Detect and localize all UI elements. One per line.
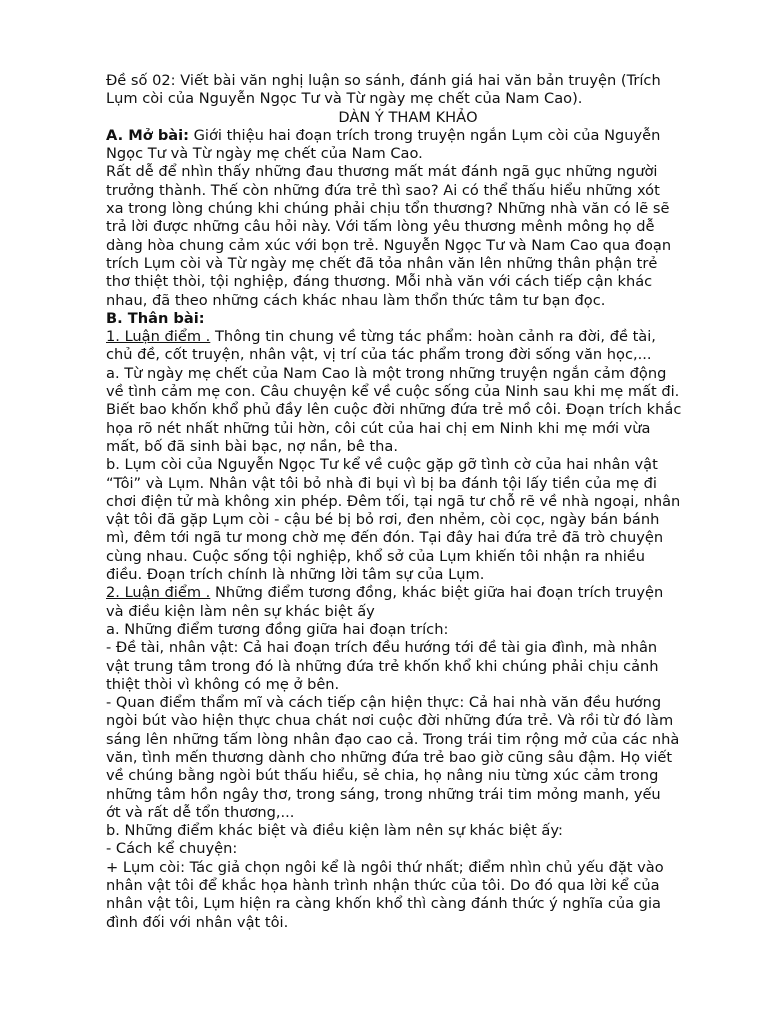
luan-diem-2-label: 2. Luận điểm . [106,584,211,602]
similarity-line-2: - Đề tài, nhân vật: Cả hai đoạn trích đều hướng tới đề tài gia đình, mà nhân [106,639,658,657]
difference-line-4: nhân vật tôi để khắc họa hành trình nhận thức của tôi. Do đó qua lời kể của [106,877,660,895]
similarity-line-1: a. Những điểm tương đồng giữa hai đoạn trích: [106,620,449,638]
title-line-2: Lụm còi của Nguyễn Ngọc Tư và Từ ngày mẹ chết của Nam Cao). [106,90,583,108]
luan-diem-1-line-1 [106,328,710,346]
mo-bai-line-6: trả lời được những câu hỏi này. Với tấm lòng yêu thương mênh mông họ dễ [106,218,655,236]
mo-bai-line-3: Rất dễ để nhìn thấy những đau thương mất mát đánh ngã gục những người [106,163,658,181]
luan-diem-2-text: Những điểm tương đồng, khác biệt giữa hai đoạn trích truyện [210,584,664,602]
mo-bai-line-10: nhau, đã theo những cách khác nhau làm thổn thức tâm tư bạn đọc. [106,291,606,309]
luan-diem-1-text: Thông tin chung về từng tác phẩm: hoàn cảnh ra đời, đề tài, [210,328,656,346]
section-b-line-3: chơi điện tử mà không xin phép. Đêm tối, tại ngã tư chỗ rẽ về nhà ngoại, nhân [106,492,681,510]
title-line-1: Đề số 02: Viết bài văn nghị luận so sánh, đánh giá hai văn bản truyện (Trích [106,72,661,89]
similarity-line-6: ngòi bút vào hiện thực chua chát nơi cuộc đời những đứa trẻ. Và rồi từ đó làm [106,712,674,730]
similarity-line-7: sáng lên những tấm lòng nhân đạo cao cả. Trong trái tim rộng mở của các nhà [106,730,680,748]
mo-bai-line-7: dàng hòa chung cảm xúc với bọn trẻ. Nguyễn Ngọc Tư và Nam Cao qua đoạn [106,236,672,254]
similarity-line-3: vật trung tâm trong đó là những đứa trẻ khốn khổ khi chúng phải chịu cảnh [106,657,659,675]
similarity-line-9: về chúng bằng ngòi bút thấu hiểu, sẻ chia, họ nâng niu từng xúc cảm trong [106,767,659,785]
difference-line-6: đình đối với nhân vật tôi. [106,913,289,931]
mo-bai-line-2: Ngọc Tư và Từ ngày mẹ chết của Nam Cao. [106,145,423,163]
difference-line-1: b. Những điểm khác biệt và điều kiện làm nên sự khác biệt ấy: [106,822,563,840]
section-b-line-1: b. Lụm còi của Nguyễn Ngọc Tư kể về cuộc gặp gỡ tình cờ của hai nhân vật [106,456,658,474]
difference-line-5: nhân vật tôi, Lụm hiện ra càng khốn khổ thì càng đánh thức ý nghĩa của gia [106,895,661,913]
than-bai-heading: B. Thân bài: [106,309,205,327]
section-a-line-1: a. Từ ngày mẹ chết của Nam Cao là một trong những truyện ngắn cảm động [106,364,667,382]
difference-line-3: + Lụm còi: Tác giả chọn ngôi kể là ngôi thứ nhất; điểm nhìn chủ yếu đặt vào [106,858,664,876]
similarity-line-4: thiệt thòi vì không có mẹ ở bên. [106,675,340,693]
section-a-line-4: họa rõ nét nhất những tủi hờn, côi cút của hai chị em Ninh khi mẹ mới vừa [106,419,651,437]
section-a-line-2: về tình cảm mẹ con. Câu chuyện kể về cuộc sống của Ninh sau khi mẹ mất đi. [106,383,680,401]
mo-bai-line-8: trích Lụm còi và Từ ngày mẹ chết đã tỏa nhân văn lên những thân phận trẻ [106,254,658,272]
similarity-line-8: văn, tình mến thương dành cho những đứa trẻ bao giờ cũng sâu đậm. Họ viết [106,748,673,766]
similarity-line-11: ớt và rất dễ tổn thương,... [106,803,295,821]
section-a-line-5: mất, bố đã sinh bài bạc, nợ nần, bê tha. [106,437,399,455]
mo-bai-line-9: thơ thiệt thòi, tội nghiệp, đáng thương. Mỗi nhà văn với cách tiếp cận khác [106,273,653,291]
mo-bai-heading: A. Mở bài: [106,126,189,144]
similarity-line-10: những tâm hồn ngây thơ, trong sáng, trong những trái tim mỏng manh, yếu [106,785,661,803]
mo-bai-text: Giới thiệu hai đoạn trích trong truyện ngắn Lụm còi của Nguyễn [188,126,661,144]
section-b-line-4: vật tôi đã gặp Lụm còi - cậu bé bị bỏ rơi, đen nhẻm, còi cọc, ngày bán bánh [106,511,660,529]
mo-bai-line-5: xa trong lòng chúng khi chúng phải chịu tổn thương? Những nhà văn có lẽ sẽ [106,200,670,218]
subtitle: DÀN Ý THAM KHẢO [338,108,478,126]
similarity-line-5: - Quan điểm thẩm mĩ và cách tiếp cận hiện thực: Cả hai nhà văn đều hướng [106,694,662,712]
luan-diem-1-label: 1. Luận điểm . [106,328,211,346]
luan-diem-2-line-1 [106,584,710,602]
mo-bai-line-4: trưởng thành. Thế còn những đứa trẻ thì sao? Ai có thể thấu hiểu những xót [106,181,660,199]
mo-bai-line-1 [106,127,710,145]
section-b-line-2: “Tôi” và Lụm. Nhân vật tôi bỏ nhà đi bụi vì bị ba đánh tội lấy tiền của mẹ đi [106,474,657,492]
luan-diem-2-line-2: và điều kiện làm nên sự khác biệt ấy [106,602,375,620]
luan-diem-1-line-2: chủ đề, cốt truyện, nhân vật, vị trí của tác phẩm trong đời sống văn học,... [106,346,652,364]
difference-line-2: - Cách kể chuyện: [106,840,238,858]
section-b-line-5: mì, đêm tới ngã tư mong chờ mẹ đến đón. Tại đây hai đứa trẻ đã trò chuyện [106,529,664,547]
section-b-line-7: điều. Đoạn trích chính là những lời tâm sự của Lụm. [106,566,485,584]
section-a-line-3: Biết bao khốn khổ phủ đầy lên cuộc đời những đứa trẻ mồ côi. Đoạn trích khắc [106,401,682,419]
section-b-line-6: cùng nhau. Cuộc sống tội nghiệp, khổ sở của Lụm khiến tôi nhận ra nhiều [106,547,645,565]
